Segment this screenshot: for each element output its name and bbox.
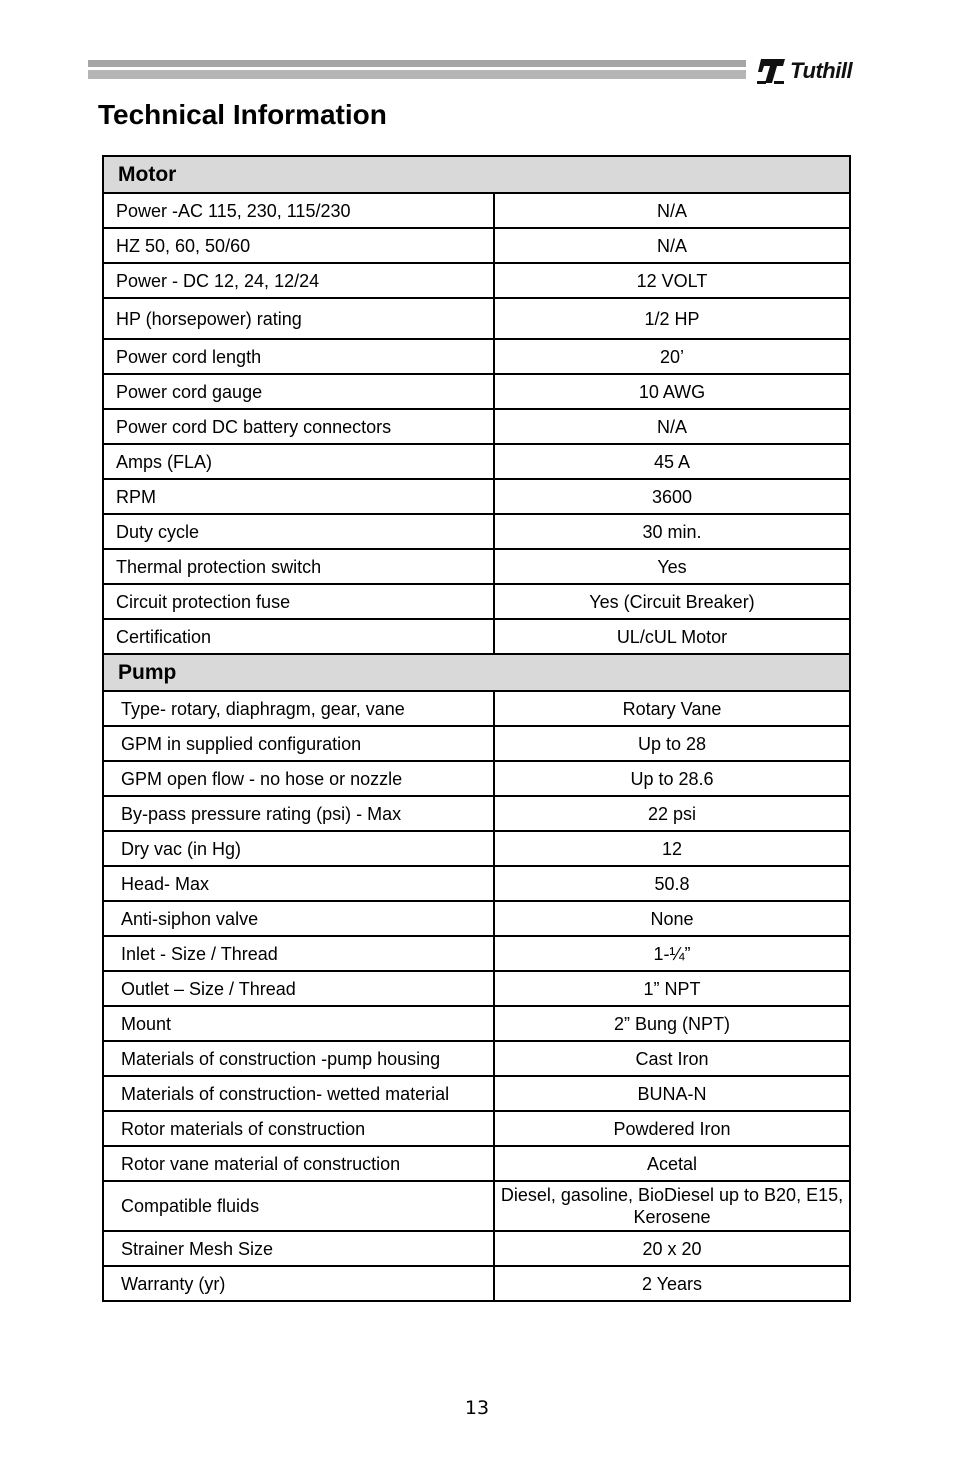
table-row: [103, 619, 850, 654]
spec-value: N/A: [494, 228, 850, 263]
header-rule: [88, 60, 746, 79]
spec-label: Anti-siphon valve: [103, 901, 494, 936]
spec-label: RPM: [103, 479, 494, 514]
spec-label: Strainer Mesh Size: [103, 1231, 494, 1266]
table-row: [103, 761, 850, 796]
table-row: [103, 691, 850, 726]
spec-label: Certification: [103, 619, 494, 654]
spec-label: Materials of construction- wetted material: [103, 1076, 494, 1111]
header-rule-bottom: [88, 70, 746, 79]
section-header-pump: [103, 654, 850, 691]
spec-value: BUNA-N: [494, 1076, 850, 1111]
spec-label: Power -AC 115, 230, 115/230: [103, 193, 494, 228]
spec-value: Yes: [494, 549, 850, 584]
spec-value: 3600: [494, 479, 850, 514]
table-row: [103, 549, 850, 584]
table-row: [103, 514, 850, 549]
spec-label: GPM in supplied configuration: [103, 726, 494, 761]
spec-value: 2 Years: [494, 1266, 850, 1301]
table-row: [103, 374, 850, 409]
spec-value: 12: [494, 831, 850, 866]
spec-value: Acetal: [494, 1146, 850, 1181]
table-row: [103, 444, 850, 479]
spec-value: UL/cUL Motor: [494, 619, 850, 654]
spec-label: By-pass pressure rating (psi) - Max: [103, 796, 494, 831]
spec-value: 20 x 20: [494, 1231, 850, 1266]
table-row: [103, 1266, 850, 1301]
spec-label: Power cord DC battery connectors: [103, 409, 494, 444]
table-row: [103, 971, 850, 1006]
table-row: [103, 1041, 850, 1076]
table-row: [103, 263, 850, 298]
table-row: [103, 193, 850, 228]
table-row: [103, 1076, 850, 1111]
table-row: [103, 409, 850, 444]
spec-value: 1” NPT: [494, 971, 850, 1006]
table-row: [103, 796, 850, 831]
spec-label: Rotor materials of construction: [103, 1111, 494, 1146]
spec-value: Powdered Iron: [494, 1111, 850, 1146]
section-title: Pump: [103, 654, 850, 691]
spec-value: 1/2 HP: [494, 298, 850, 339]
logo-text: Tuthill: [790, 58, 853, 83]
spec-label: Compatible fluids: [103, 1181, 494, 1231]
table-row: [103, 726, 850, 761]
spec-label: Power cord length: [103, 339, 494, 374]
table-row: [103, 1146, 850, 1181]
table-row: [103, 1231, 850, 1266]
table-row: [103, 831, 850, 866]
spec-value: Diesel, gasoline, BioDiesel up to B20, E15, Kerosene: [494, 1181, 850, 1231]
table-row: [103, 1006, 850, 1041]
spec-value: 20’: [494, 339, 850, 374]
spec-value: Up to 28.6: [494, 761, 850, 796]
header-rule-top: [88, 60, 746, 67]
spec-label: Circuit protection fuse: [103, 584, 494, 619]
spec-label: Power cord gauge: [103, 374, 494, 409]
spec-label: Rotor vane material of construction: [103, 1146, 494, 1181]
spec-label: HZ 50, 60, 50/60: [103, 228, 494, 263]
spec-value: 22 psi: [494, 796, 850, 831]
section-header-motor: [103, 156, 850, 193]
spec-label: Materials of construction -pump housing: [103, 1041, 494, 1076]
spec-label: Thermal protection switch: [103, 549, 494, 584]
spec-label: Type- rotary, diaphragm, gear, vane: [103, 691, 494, 726]
spec-value: Yes (Circuit Breaker): [494, 584, 850, 619]
spec-label: Head- Max: [103, 866, 494, 901]
spec-label: GPM open flow - no hose or nozzle: [103, 761, 494, 796]
spec-value: 50.8: [494, 866, 850, 901]
spec-value: 2” Bung (NPT): [494, 1006, 850, 1041]
table-row: [103, 901, 850, 936]
table-row: [103, 339, 850, 374]
spec-label: Duty cycle: [103, 514, 494, 549]
spec-value: N/A: [494, 409, 850, 444]
table-row: [103, 1111, 850, 1146]
spec-value: 10 AWG: [494, 374, 850, 409]
spec-value: N/A: [494, 193, 850, 228]
spec-value: Up to 28: [494, 726, 850, 761]
page-title: Technical Information: [98, 99, 387, 130]
tuthill-logo: [756, 56, 852, 86]
spec-value: 1-¼”: [494, 936, 850, 971]
spec-value: 45 A: [494, 444, 850, 479]
page-number: 13: [464, 1397, 490, 1419]
spec-label: Inlet - Size / Thread: [103, 936, 494, 971]
table-row: [103, 936, 850, 971]
table-row: [103, 228, 850, 263]
spec-label: Amps (FLA): [103, 444, 494, 479]
table-row: [103, 479, 850, 514]
section-title: Motor: [103, 156, 850, 193]
table-row: [103, 298, 850, 339]
spec-value: Rotary Vane: [494, 691, 850, 726]
table-row: [103, 1181, 850, 1231]
table-row: [103, 584, 850, 619]
spec-table: [102, 155, 851, 1302]
spec-label: Outlet – Size / Thread: [103, 971, 494, 1006]
spec-value: 30 min.: [494, 514, 850, 549]
tuthill-mark-icon: [756, 57, 788, 85]
spec-label: Dry vac (in Hg): [103, 831, 494, 866]
spec-label: Power - DC 12, 24, 12/24: [103, 263, 494, 298]
spec-value: 12 VOLT: [494, 263, 850, 298]
spec-label: Mount: [103, 1006, 494, 1041]
spec-value: None: [494, 901, 850, 936]
spec-value: Cast Iron: [494, 1041, 850, 1076]
spec-label: HP (horsepower) rating: [103, 298, 494, 339]
table-row: [103, 866, 850, 901]
spec-label: Warranty (yr): [103, 1266, 494, 1301]
